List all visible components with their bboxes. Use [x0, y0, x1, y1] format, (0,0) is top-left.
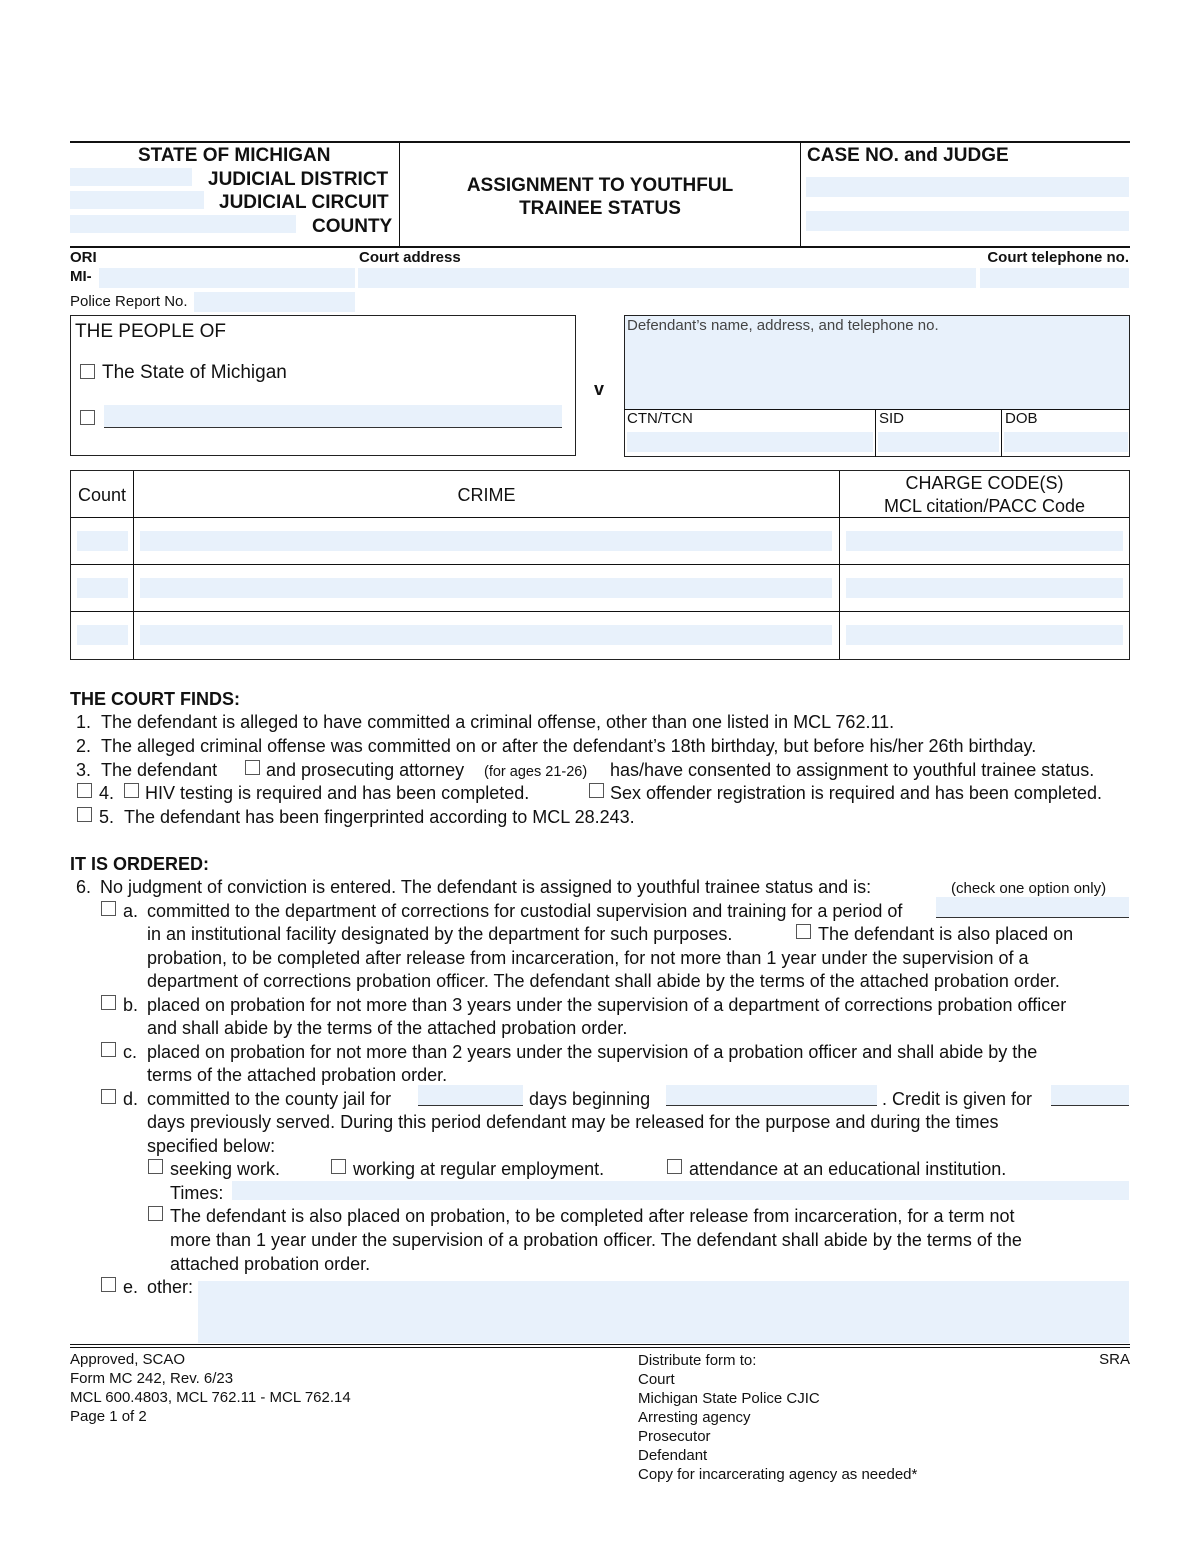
count-field-2[interactable] [77, 578, 128, 598]
hiv-testing-label: HIV testing is required and has been completed. [145, 783, 530, 803]
order-6-number: 6. [76, 877, 92, 897]
police-report-label: Police Report No. [70, 293, 188, 310]
sra-label: SRA [1099, 1351, 1130, 1368]
finding-3-number: 3. [76, 760, 92, 780]
option-a-line2a: in an institutional facility designated by the department for such purposes. [147, 924, 733, 944]
header-bottom-rule [70, 246, 1130, 248]
finding-5-number: 5. [99, 807, 115, 827]
court-address-label: Court address [359, 249, 461, 266]
count-field-3[interactable] [77, 625, 128, 645]
option-a-checkbox[interactable] [101, 901, 116, 916]
option-a-probation-checkbox[interactable] [796, 924, 811, 939]
ctn-tcn-field[interactable] [627, 432, 873, 452]
count-header: Count [77, 485, 127, 505]
educational-institution-checkbox[interactable] [667, 1159, 682, 1174]
form-title-line1: ASSIGNMENT TO YOUTHFUL [466, 175, 734, 196]
educational-institution-label: attendance at an educational institution. [689, 1159, 1007, 1179]
mi-label: MI- [70, 268, 92, 285]
option-d-line3: specified below: [147, 1136, 276, 1156]
table-header-rule [71, 517, 1129, 518]
option-e-checkbox[interactable] [101, 1277, 116, 1292]
option-d-probation-line3: attached probation order. [170, 1254, 371, 1274]
finding-4-number: 4. [99, 783, 115, 803]
district-number-field[interactable] [70, 168, 192, 186]
option-e-label: e. [123, 1277, 139, 1297]
other-plaintiff-checkbox[interactable] [80, 410, 95, 425]
finding-2-number: 2. [76, 736, 92, 756]
hiv-testing-checkbox[interactable] [124, 783, 139, 798]
option-d-line1b: days beginning [529, 1089, 651, 1109]
case-no-judge-label: CASE NO. and JUDGE [807, 145, 1009, 166]
mcl-citations: MCL 600.4803, MCL 762.11 - MCL 762.14 [70, 1389, 351, 1406]
distribute-item: Prosecutor [638, 1428, 711, 1445]
option-c-line2: terms of the attached probation order. [147, 1065, 448, 1085]
option-a-line1: committed to the department of corrections for custodial supervision and training for a period of [147, 901, 903, 921]
defendant-info-label: Defendant’s name, address, and telephone no. [627, 317, 939, 334]
header-divider-right [800, 142, 801, 247]
finding-3-text-b: and prosecuting attorney [266, 760, 465, 780]
option-a-line4: department of corrections probation officer. The defendant shall abide by the terms of the attached probation order. [147, 971, 1060, 991]
times-label: Times: [170, 1183, 224, 1203]
charge-code-field-3[interactable] [846, 625, 1123, 645]
ori-label: ORI [70, 249, 97, 266]
state-of-michigan-checkbox[interactable] [80, 364, 95, 379]
order-6-text: No judgment of conviction is entered. The defendant is assigned to youthful trainee status and is: [100, 877, 872, 897]
option-c-checkbox[interactable] [101, 1042, 116, 1057]
dob-field[interactable] [1004, 432, 1128, 452]
option-d-line2a: days [147, 1112, 186, 1132]
footer-rule-2 [70, 1347, 1130, 1348]
ctn-sid-divider [875, 410, 876, 457]
form-number: Form MC 242, Rev. 6/23 [70, 1370, 234, 1387]
judge-field[interactable] [806, 211, 1129, 231]
option-d-line1c: . Credit is given for [882, 1089, 1033, 1109]
page-number: Page 1 of 2 [70, 1408, 147, 1425]
distribute-item: Court [638, 1371, 675, 1388]
court-finds-heading: THE COURT FINDS: [70, 689, 240, 709]
versus-label: v [594, 379, 605, 399]
ori-field[interactable] [99, 268, 355, 288]
distribute-item: Defendant [638, 1447, 708, 1464]
option-b-line2: and shall abide by the terms of the attached probation order. [147, 1018, 628, 1038]
jail-begin-date-field[interactable] [666, 1085, 877, 1106]
seeking-work-checkbox[interactable] [148, 1159, 163, 1174]
distribute-item: Michigan State Police CJIC [638, 1390, 820, 1407]
option-d-probation-checkbox[interactable] [148, 1206, 163, 1221]
option-e-text: other: [147, 1277, 194, 1297]
finding-5-checkbox[interactable] [77, 807, 92, 822]
approved-scao: Approved, SCAO [70, 1351, 186, 1368]
people-of-label: THE PEOPLE OF [75, 321, 226, 342]
dob-label: DOB [1005, 410, 1038, 427]
other-plaintiff-field[interactable] [104, 405, 562, 428]
sid-dob-divider [1001, 410, 1002, 457]
table-row-rule-2 [71, 611, 1129, 612]
option-a-label: a. [123, 901, 139, 921]
option-c-line1: placed on probation for not more than 2 years under the supervision of a probation officer and shall abide by the [147, 1042, 1038, 1062]
jail-days-field[interactable] [418, 1085, 523, 1106]
crime-header: CRIME [457, 485, 516, 505]
credit-days-field[interactable] [1051, 1085, 1129, 1106]
count-field-1[interactable] [77, 531, 128, 551]
finding-1-text: The defendant is alleged to have committed a criminal offense, other than one listed in MCL 762.11. [101, 712, 895, 732]
footer-rule-1 [70, 1344, 1130, 1345]
option-d-checkbox[interactable] [101, 1089, 116, 1104]
crime-field-3[interactable] [140, 625, 832, 645]
county-name-field[interactable] [70, 215, 296, 233]
court-address-field[interactable] [358, 268, 976, 288]
charge-code-header-line1: CHARGE CODE(S) [905, 473, 1064, 493]
crime-field-2[interactable] [140, 578, 832, 598]
option-d-probation-line2: more than 1 year under the supervision of a probation officer. The defendant shall abide by the terms of the [170, 1230, 1022, 1250]
table-row-rule-1 [71, 564, 1129, 565]
option-d-line2b: previously served. During this period defendant may be released for the purpose and during the times [190, 1112, 999, 1132]
circuit-number-field[interactable] [70, 191, 204, 209]
option-a-line3: probation, to be completed after release from incarceration, for not more than 1 year under the supervision of a [147, 948, 1029, 968]
distribute-item: Copy for incarcerating agency as needed* [638, 1466, 918, 1483]
regular-employment-checkbox[interactable] [331, 1159, 346, 1174]
finding-3-age-note: (for ages 21-26) [484, 764, 588, 780]
sid-label: SID [879, 410, 905, 427]
option-d-probation-line1: The defendant is also placed on probation, to be completed after release from incarceration, for a term not [170, 1206, 1015, 1226]
court-telephone-field[interactable] [980, 268, 1129, 288]
distribute-heading: Distribute form to: [638, 1352, 757, 1369]
defendant-divider [624, 409, 1130, 410]
custodial-period-field[interactable] [936, 897, 1129, 918]
court-telephone-label: Court telephone no. [987, 249, 1129, 266]
charge-code-header-line2: MCL citation/PACC Code [883, 496, 1086, 516]
sex-offender-label: Sex offender registration is required and has been completed. [610, 783, 1102, 803]
state-of-michigan-label: The State of Michigan [102, 362, 287, 383]
sex-offender-checkbox[interactable] [589, 783, 604, 798]
sid-field[interactable] [878, 432, 999, 452]
finding-5-text: The defendant has been fingerprinted according to MCL 28.243. [124, 807, 635, 827]
option-b-label: b. [123, 995, 139, 1015]
option-b-line1: placed on probation for not more than 3 years under the supervision of a department of corrections probation officer [147, 995, 1067, 1015]
ordered-heading: IT IS ORDERED: [70, 854, 210, 874]
county-label: COUNTY [312, 216, 393, 237]
finding-1-number: 1. [76, 712, 92, 732]
charge-code-field-1[interactable] [846, 531, 1123, 551]
finding-2-text: The alleged criminal offense was committed on or after the defendant’s 18th birthday, but before his/her 26th birthday. [101, 736, 1037, 756]
distribute-item: Arresting agency [638, 1409, 751, 1426]
charge-code-field-2[interactable] [846, 578, 1123, 598]
header-top-rule [70, 141, 1130, 143]
option-d-line1a: committed to the county jail for [147, 1089, 392, 1109]
option-d-label: d. [123, 1089, 139, 1109]
prosecutor-consent-checkbox[interactable] [245, 760, 260, 775]
finding-3-text-c: has/have consented to assignment to youthful trainee status. [610, 760, 1095, 780]
seeking-work-label: seeking work. [170, 1159, 281, 1179]
judicial-district-label: JUDICIAL DISTRICT [208, 169, 389, 190]
times-field[interactable] [232, 1181, 1129, 1200]
police-report-field[interactable] [194, 292, 355, 312]
form-title-line2: TRAINEE STATUS [519, 198, 681, 219]
state-heading: STATE OF MICHIGAN [138, 145, 331, 166]
order-6-note: (check one option only) [951, 880, 1107, 897]
regular-employment-label: working at regular employment. [353, 1159, 605, 1179]
judicial-circuit-label: JUDICIAL CIRCUIT [219, 192, 389, 213]
option-b-checkbox[interactable] [101, 995, 116, 1010]
case-number-field[interactable] [806, 177, 1129, 197]
ctn-tcn-label: CTN/TCN [627, 410, 693, 427]
finding-3-text-a: The defendant [101, 760, 218, 780]
option-c-label: c. [123, 1042, 138, 1062]
crime-field-1[interactable] [140, 531, 832, 551]
option-a-line2b: The defendant is also placed on [818, 924, 1074, 944]
other-order-field[interactable] [198, 1281, 1129, 1343]
finding-4-checkbox[interactable] [77, 783, 92, 798]
